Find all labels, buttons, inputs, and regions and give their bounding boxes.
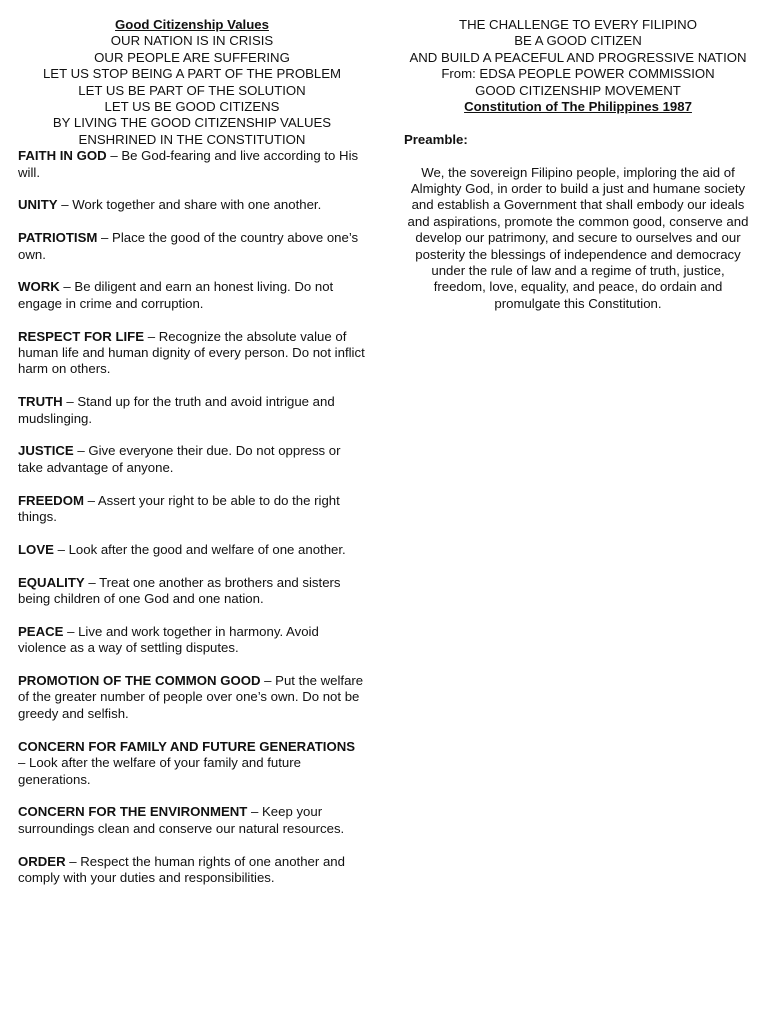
value-term: CONCERN FOR THE ENVIRONMENT <box>18 804 248 820</box>
value-entry <box>18 542 366 558</box>
header-line: ENSHRINED IN THE CONSTITUTION <box>78 131 306 147</box>
value-entry <box>18 279 366 312</box>
source-line: GOOD CITIZENSHIP MOVEMENT <box>475 82 681 98</box>
constitution-title: Constitution of The Philippines 1987 <box>464 99 692 115</box>
value-entry <box>18 854 366 887</box>
value-term: RESPECT FOR LIFE <box>18 328 145 344</box>
value-description: – Look after the good and welfare of one another. <box>53 541 346 557</box>
value-description: – Recognize the absolute value of human life and human dignity of every person. Do not inflict harm on others. <box>18 328 365 377</box>
preamble-text: We, the sovereign Filipino people, imploring the aid of Almighty God, in order to build a just and humane society and establish a Government that shall embody our ideals and aspirations, promote the common good, conserve and develop our patrimony, and secure to ourselves and our posterity the blessings of independence and democracy under the rule of law and a regime of truth, justice, freedom, love, equality, and peace, do ordain and promulgate this Constitution. <box>407 164 749 311</box>
value-term: PROMOTION OF THE COMMON GOOD <box>18 673 261 689</box>
value-description: – Be God-fearing and live according to His will. <box>18 148 359 180</box>
header-line: OUR PEOPLE ARE SUFFERING <box>94 49 290 65</box>
header-line: LET US STOP BEING A PART OF THE PROBLEM <box>42 66 342 82</box>
value-description: – Live and work together in harmony. Avoid violence as a way of settling disputes. <box>18 623 319 656</box>
left-column <box>18 17 366 903</box>
value-term: TRUTH <box>18 394 63 410</box>
value-entry <box>18 230 366 263</box>
value-entry <box>18 148 366 181</box>
right-column <box>404 17 752 312</box>
value-description: – Keep your surroundings clean and conserve our natural resources. <box>18 804 345 836</box>
value-entry <box>18 493 366 526</box>
values-list <box>18 148 366 886</box>
value-description: – Give everyone their due. Do not oppress or take advantage of anyone. <box>18 443 341 475</box>
value-description: – Treat one another as brothers and sisters being children of one God and one nation. <box>18 574 341 607</box>
challenge-line: BE A GOOD CITIZEN <box>514 33 642 49</box>
value-entry <box>18 197 366 213</box>
citizenship-header <box>18 17 366 148</box>
value-description: – Stand up for the truth and avoid intrigue and mudslinging. <box>18 394 335 426</box>
value-term: PEACE <box>18 623 64 639</box>
value-description: – Be diligent and earn an honest living. Do not engage in crime and corruption. <box>18 279 334 311</box>
value-entry <box>18 804 366 837</box>
value-term: WORK <box>18 279 60 295</box>
value-entry <box>18 673 366 722</box>
document-title: Good Citizenship Values <box>115 17 269 32</box>
header-line: LET US BE PART OF THE SOLUTION <box>78 82 306 98</box>
value-entry <box>18 739 366 788</box>
challenge-header <box>404 17 752 115</box>
challenge-line: AND BUILD A PEACEFUL AND PROGRESSIVE NATION <box>409 49 747 65</box>
value-term: EQUALITY <box>18 574 85 590</box>
header-line: OUR NATION IS IN CRISIS <box>110 33 274 49</box>
value-entry <box>18 394 366 427</box>
header-line: LET US BE GOOD CITIZENS <box>104 99 280 115</box>
value-term: CONCERN FOR FAMILY AND FUTURE GENERATIONS <box>18 738 356 754</box>
value-entry <box>18 575 366 608</box>
value-entry <box>18 443 366 476</box>
value-term: FAITH IN GOD <box>18 148 107 164</box>
value-term: PATRIOTISM <box>18 230 98 246</box>
value-description: – Work together and share with one another. <box>57 197 322 213</box>
value-term: JUSTICE <box>18 443 74 459</box>
value-description: – Place the good of the country above one’s own. <box>18 230 359 262</box>
value-entry <box>18 329 366 378</box>
preamble-label: Preamble: <box>404 131 468 147</box>
challenge-line: THE CHALLENGE TO EVERY FILIPINO <box>459 17 697 32</box>
value-description: – Respect the human rights of one another and comply with your duties and responsibilities. <box>18 853 345 885</box>
value-term: ORDER <box>18 853 66 869</box>
value-term: FREEDOM <box>18 492 84 508</box>
value-description: – Look after the welfare of your family and future generations. <box>18 755 301 787</box>
value-term: LOVE <box>18 541 54 557</box>
value-term: UNITY <box>18 197 58 213</box>
source-line: From: EDSA PEOPLE POWER COMMISSION <box>441 66 715 82</box>
value-description: – Assert your right to be able to do the right things. <box>18 492 340 525</box>
header-line: BY LIVING THE GOOD CITIZENSHIP VALUES <box>52 115 332 131</box>
value-entry <box>18 624 366 657</box>
value-description: – Put the welfare of the greater number of people over one’s own. Do not be greedy and selfish. <box>18 673 364 721</box>
